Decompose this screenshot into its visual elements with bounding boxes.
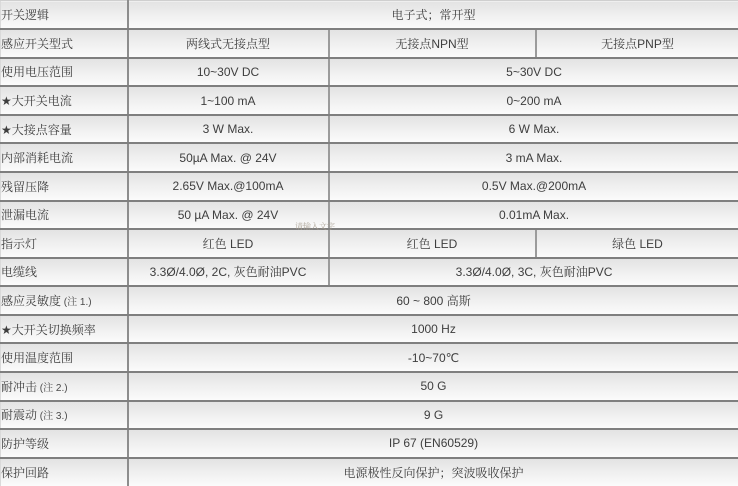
row-label-note: (注 3.) (37, 411, 68, 423)
table-row (1, 458, 738, 486)
row-label: 泄漏电流 (1, 201, 128, 230)
value-cell: 3.3Ø/4.0Ø, 3C, 灰色耐油PVC (329, 258, 738, 287)
value-cell: 0~200 mA (329, 86, 738, 115)
value-cell: 50µA Max. @ 24V (128, 143, 329, 172)
table-row (1, 143, 738, 172)
value-cell: 1~100 mA (128, 86, 329, 115)
row-label: 耐震动 (注 3.) (1, 401, 128, 430)
row-label: 内部消耗电流 (1, 143, 128, 172)
value-cell: 0.01mA Max. (329, 201, 738, 230)
value-cell: 无接点NPN型 (329, 29, 536, 58)
value-cell: 5~30V DC (329, 58, 738, 87)
value-cell: 电源极性反向保护；突波吸收保护 (128, 458, 738, 486)
spec-table-body (1, 1, 738, 486)
table-row (1, 429, 738, 458)
watermark-text: 请输入文字 (295, 222, 335, 231)
value-cell: 50 G (128, 372, 738, 401)
row-label-note: (注 2.) (37, 382, 68, 394)
row-label: ★大开关切换频率 (1, 315, 128, 344)
table-row (1, 258, 738, 287)
table-row (1, 86, 738, 115)
row-label: 使用温度范围 (1, 343, 128, 372)
value-cell: -10~70℃ (128, 343, 738, 372)
row-label: 防护等级 (1, 429, 128, 458)
table-row (1, 401, 738, 430)
table-row (1, 201, 738, 230)
value-cell: 2.65V Max.@100mA (128, 172, 329, 201)
table-row (1, 372, 738, 401)
row-label: 耐冲击 (注 2.) (1, 372, 128, 401)
value-cell: 电子式；常开型 (128, 1, 738, 30)
row-label: 残留压降 (1, 172, 128, 201)
value-cell: 红色 LED (128, 229, 329, 258)
table-row (1, 29, 738, 58)
value-cell: 绿色 LED (536, 229, 738, 258)
value-cell: 0.5V Max.@200mA (329, 172, 738, 201)
value-cell: 50 µA Max. @ 24V (128, 201, 329, 230)
row-label: 指示灯 (1, 229, 128, 258)
table-row (1, 229, 738, 258)
row-label: ★大接点容量 (1, 115, 128, 144)
table-row (1, 115, 738, 144)
value-cell: 9 G (128, 401, 738, 430)
value-cell: IP 67 (EN60529) (128, 429, 738, 458)
row-label: 电缆线 (1, 258, 128, 287)
value-cell: 10~30V DC (128, 58, 329, 87)
table-row (1, 343, 738, 372)
value-cell: 无接点PNP型 (536, 29, 738, 58)
value-cell: 3 mA Max. (329, 143, 738, 172)
table-row (1, 286, 738, 315)
value-cell: 两线式无接点型 (128, 29, 329, 58)
row-label-note: (注 1.) (61, 297, 92, 309)
table-row (1, 172, 738, 201)
value-cell: 1000 Hz (128, 315, 738, 344)
row-label: 感应开关型式 (1, 29, 128, 58)
table-row (1, 58, 738, 87)
row-label: 感应灵敏度 (注 1.) (1, 286, 128, 315)
value-cell: 红色 LED (329, 229, 536, 258)
row-label: 使用电压范围 (1, 58, 128, 87)
row-label: 开关逻辑 (1, 1, 128, 30)
value-cell: 3.3Ø/4.0Ø, 2C, 灰色耐油PVC (128, 258, 329, 287)
table-row (1, 315, 738, 344)
value-cell: 3 W Max. (128, 115, 329, 144)
table-row (1, 1, 738, 30)
row-label: ★大开关电流 (1, 86, 128, 115)
row-label: 保护回路 (1, 458, 128, 486)
value-cell: 6 W Max. (329, 115, 738, 144)
value-cell: 60 ~ 800 高斯 (128, 286, 738, 315)
